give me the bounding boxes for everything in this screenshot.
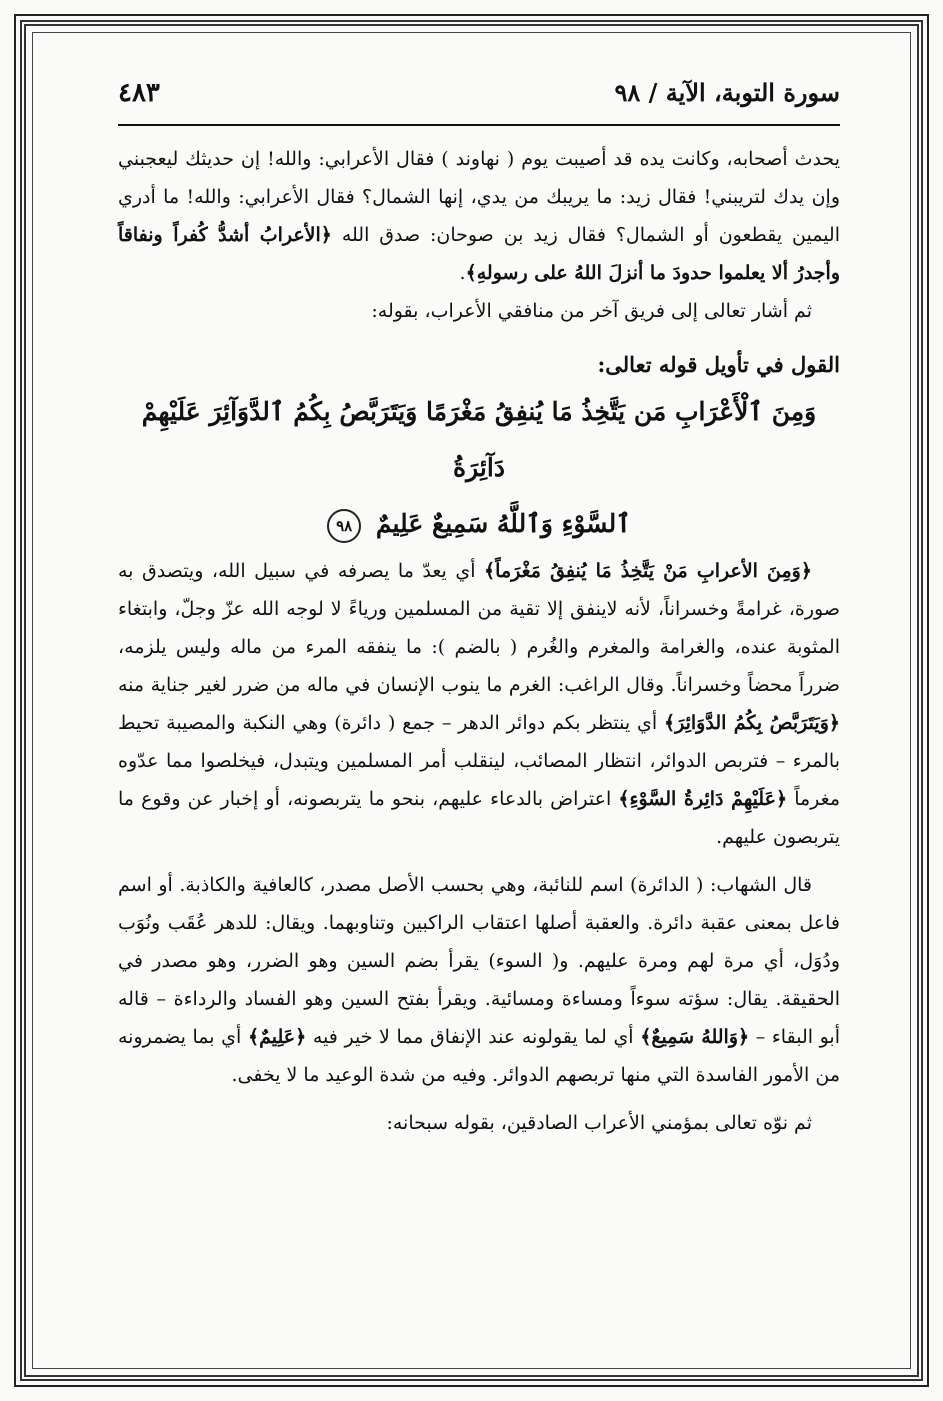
paragraph-2: ثم أشار تعالى إلى فريق آخر من منافقي الأعراب، بقوله:: [371, 300, 812, 322]
page-body: [118, 140, 840, 1142]
paragraph-text: اعتراض بالدعاء عليهم، بنحو ما يتربصونه، أو إخبار عن وقوع ما يتربصون عليهم.: [118, 788, 840, 848]
quran-quote: ﴿وَمِنَ الأعرابِ مَنْ يَتَّخِذُ مَا يُنفِقُ مَغْرَماً﴾: [484, 560, 812, 582]
paragraph-5: ثم نوّه تعالى بمؤمني الأعراب الصادقين، بقوله سبحانه:: [386, 1112, 812, 1134]
quran-quote: ﴿وَاللهُ سَمِيعٌ﴾: [640, 1026, 750, 1048]
paragraph-text: قال الشهاب: ( الدائرة) اسم للنائبة، وهي بحسب الأصل مصدر، كالعافية والكاذبة. أو اسم فاعل بمعنى عقبة دائرة. والعقبة أصلها اعتقاب الراكبين وتناوبهما. ويقال: للدهر عُقَب ونُوَب ودُوَل، أي مرة لهم ومرة عليهم. و( السوء) يقرأ بضم السين وهو الضرر، وهو مصدر في الحقيقة. يقال: سؤته سوءاً ومساءة ومسائية. ويقرأ بفتح السين وهو الفساد والرداءة – قاله أبو البقاء –: [118, 874, 841, 1048]
quran-quote: ﴿عَلَيْهِمْ دَائِرةُ السَّوْءِ﴾: [618, 788, 788, 810]
quran-quote: ﴿عَلِيمٌ﴾: [247, 1026, 307, 1048]
verse-text: ٱلسَّوْءِ وَٱللَّهُ سَمِيعٌ عَلِيمٌ: [375, 509, 631, 538]
page-number: ٤٨٣: [118, 78, 160, 108]
verse-line-1: وَمِنَ ٱلْأَعْرَابِ مَن يَتَّخِذُ مَا يُنفِقُ مَغْرَمًا وَيَتَرَبَّصُ بِكُمُ ٱلدَّوَآئِرَ عَلَيْهِمْ دَآئِرَةُ: [141, 397, 817, 482]
paragraph-text: أي بما يضمرونه من الأمور الفاسدة التي منها تربصهم الدوائر. وفيه من شدة الوعيد ما لا يخفى.: [118, 1026, 840, 1086]
quran-quote: ﴿الأعرابُ أشدُّ كُفراً ونفاقاً وأجدرُ ألا يعلموا حدودَ ما أنزلَ اللهُ على رسولهِ﴾: [118, 224, 840, 284]
paragraph-text: أي ينتظر بكم دوائر الدهر – جمع ( دائرة) وهي النكبة والمصيبة تحيط بالمرء – فتربص الدوائر، انتظار المصائب، لينقلب أمر المسلمين ويتبدل، فيخلصوا مما عدّوه مغرماً: [118, 712, 841, 810]
header-title: سورة التوبة، الآية / ٩٨: [614, 78, 840, 107]
paragraph-1: [118, 140, 840, 292]
paragraph-3: [118, 552, 840, 856]
spacer: [118, 856, 840, 866]
paragraph-text: .: [459, 262, 466, 284]
header-rule: [118, 124, 840, 126]
paragraph-text: يحدث أصحابه، وكانت يده قد أصيبت يوم ( نهاوند ) فقال الأعرابي: والله! إن حديثك ليعجبني وإن يدك لتريبني! فقال زيد: ما يريبك من يدي، إنها الشمال؟ فقال الأعرابي: والله! ما أدري اليمين يقطعون أو الشمال؟ فقال زيد بن صوحان: صدق الله: [118, 148, 840, 246]
section-heading: القول في تأويل قوله تعالى:: [597, 352, 840, 377]
spacer: [118, 1094, 840, 1104]
verse-number-icon: ٩٨: [327, 509, 361, 543]
paragraph-text: أي لما يقولونه عند الإنفاق مما لا خير فيه: [312, 1026, 634, 1048]
paragraph-text: أي يعدّ ما يصرفه في سبيل الله، ويتصدق به صورة، غرامةً وخسراناً، لأنه لاينفق إلا تقية من المسلمين ورياءً لا لوجه الله عزّ وجلّ، وابتغاء المثوبة عنده، والغرامة والمغرم والغُرم ( بالضم ): ما ينفقه المرء من ماله وليس يلزمه، ضرراً محضاً وخسراناً. وقال الراغب: الغرم ما ينوب الإنسان في ماله من ضرر لغير جناية منه: [118, 560, 840, 696]
paragraph-4: [118, 866, 840, 1094]
verse-line-2: [118, 496, 840, 552]
quran-quote: ﴿وَيَتَرَبَّصُ بِكُمُ الدَّوَائِرَ﴾: [663, 712, 840, 734]
running-header: [118, 78, 840, 122]
